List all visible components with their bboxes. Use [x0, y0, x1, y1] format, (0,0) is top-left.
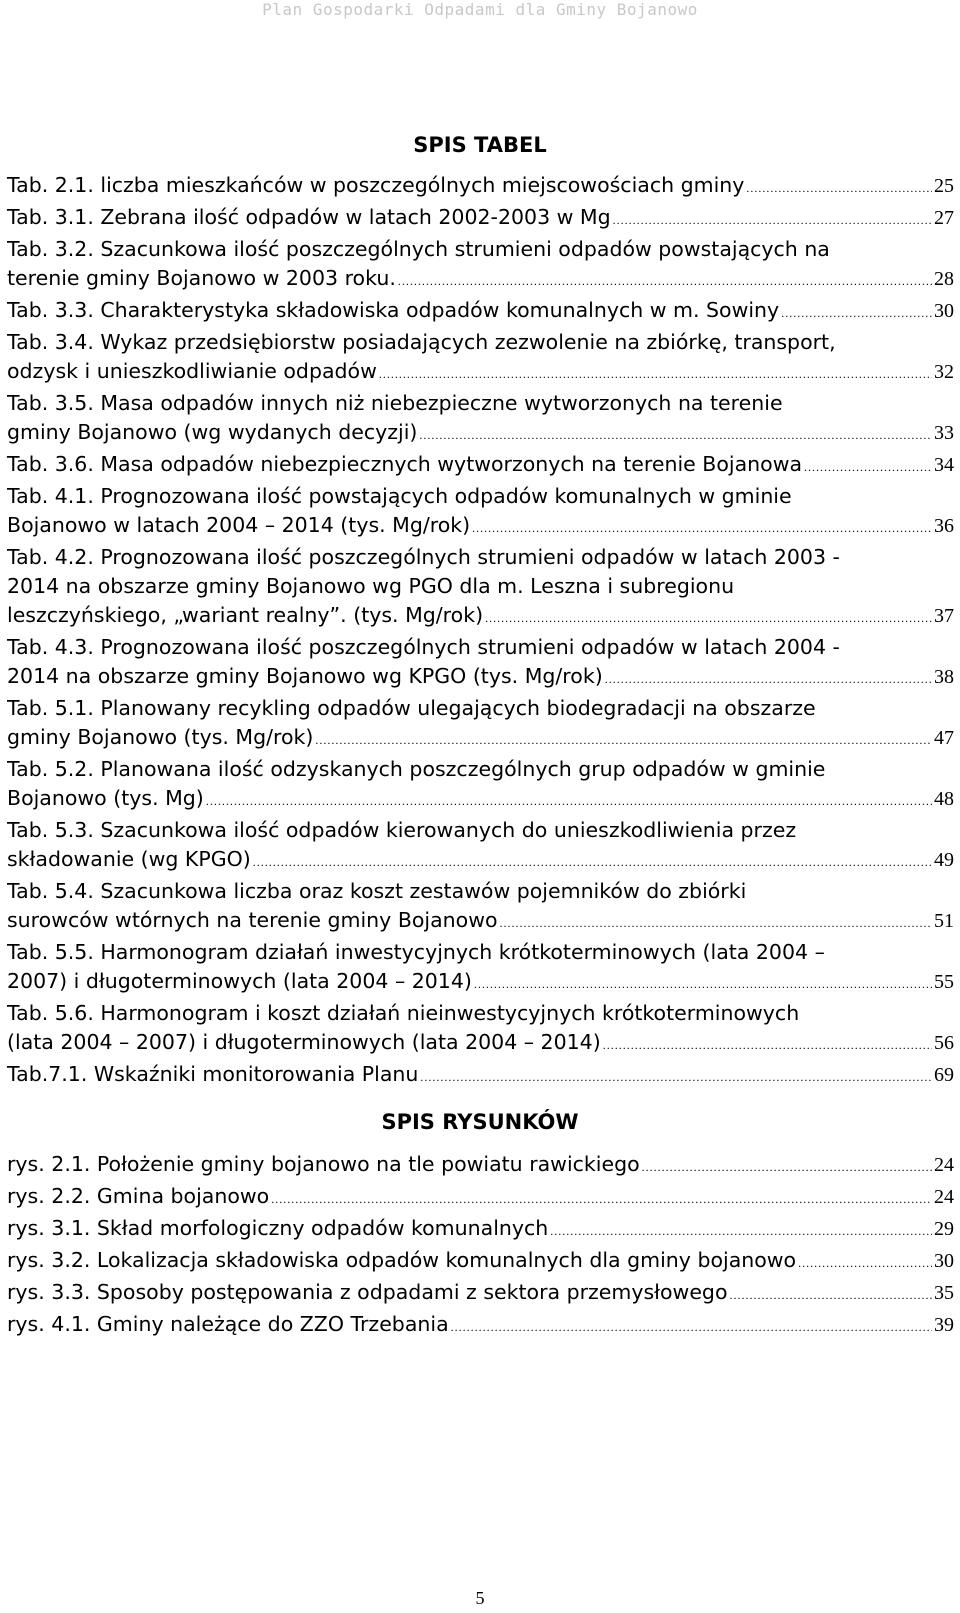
dot-leader: [271, 1185, 932, 1214]
entry-page-number[interactable]: 39: [934, 1314, 954, 1336]
tables-list: [7, 171, 954, 1092]
entry-text-line: gminy Bojanowo (tys. Mg/rok): [7, 725, 314, 749]
entry-text-line: Tab. 5.6. Harmonogram i koszt działań nieinwestycyjnych krótkoterminowych: [7, 1001, 800, 1025]
toc-figure-entry[interactable]: [7, 1150, 954, 1182]
dot-leader: [605, 665, 932, 694]
entry-text-line: Tab.7.1. Wskaźniki monitorowania Planu: [7, 1062, 419, 1086]
toc-table-entry[interactable]: [7, 877, 954, 938]
entry-page-number[interactable]: 48: [934, 788, 954, 810]
dot-leader: [420, 1063, 932, 1092]
entry-text-line: Tab. 5.1. Planowany recykling odpadów ulegających biodegradacji na obszarze: [7, 696, 816, 720]
entry-text-line: Tab. 4.2. Prognozowana ilość poszczególnych strumieni odpadów w latach 2003 -: [7, 545, 840, 569]
entry-page-number[interactable]: 37: [934, 605, 954, 627]
entry-text-line: gminy Bojanowo (wg wydanych decyzji): [7, 420, 418, 444]
entry-page-number[interactable]: 24: [934, 1154, 954, 1176]
entry-text-line: Tab. 3.2. Szacunkowa ilość poszczególnych strumieni odpadów powstających na: [7, 237, 830, 261]
entry-page-number[interactable]: 49: [934, 849, 954, 871]
toc-table-entry[interactable]: [7, 543, 954, 633]
toc-table-entry[interactable]: [7, 816, 954, 877]
toc-table-entry[interactable]: [7, 633, 954, 694]
figures-list: [7, 1150, 954, 1342]
dot-leader: [472, 514, 932, 543]
entry-page-number[interactable]: 55: [934, 971, 954, 993]
dot-leader: [474, 970, 932, 999]
dot-leader: [729, 1281, 932, 1310]
dot-leader: [398, 267, 932, 296]
page-header: Plan Gospodarki Odpadami dla Gminy Bojanowo: [262, 0, 698, 19]
tables-section-title: SPIS TABEL: [413, 133, 547, 157]
entry-text-line: Tab. 3.4. Wykaz przedsiębiorstw posiadających zezwolenie na zbiórkę, transport,: [7, 330, 836, 354]
dot-leader: [451, 1313, 932, 1342]
dot-leader: [603, 1031, 932, 1060]
entry-text-line: Tab. 3.3. Charakterystyka składowiska odpadów komunalnych w m. Sowiny: [7, 298, 780, 322]
entry-page-number[interactable]: 69: [934, 1064, 954, 1086]
entry-text-line: Tab. 5.4. Szacunkowa liczba oraz koszt zestawów pojemników do zbiórki: [7, 879, 747, 903]
toc-table-entry[interactable]: [7, 999, 954, 1060]
dot-leader: [550, 1217, 932, 1246]
dot-leader: [379, 360, 932, 389]
page-number: 5: [475, 1588, 485, 1608]
entry-text-line: Tab. 4.1. Prognozowana ilość powstających odpadów komunalnych w gminie: [7, 484, 792, 508]
toc-figure-entry[interactable]: [7, 1214, 954, 1246]
dot-leader: [485, 604, 932, 633]
entry-text-line: Tab. 3.1. Zebrana ilość odpadów w latach 2002-2003 w Mg: [7, 205, 611, 229]
entry-page-number[interactable]: 35: [934, 1282, 954, 1304]
entry-page-number[interactable]: 38: [934, 666, 954, 688]
dot-leader: [781, 299, 932, 328]
entry-text-line: odzysk i unieszkodliwianie odpadów: [7, 359, 377, 383]
entry-text-line: Tab. 5.3. Szacunkowa ilość odpadów kierowanych do unieszkodliwienia przez: [7, 818, 797, 842]
dot-leader: [804, 453, 932, 482]
entry-text-line: Tab. 2.1. liczba mieszkańców w poszczególnych miejscowościach gminy: [7, 173, 745, 197]
entry-text-line: 2014 na obszarze gminy Bojanowo wg KPGO (tys. Mg/rok): [7, 664, 603, 688]
entry-text-line: rys. 3.1. Skład morfologiczny odpadów komunalnych: [7, 1216, 549, 1240]
dot-leader: [798, 1249, 932, 1278]
entry-page-number[interactable]: 33: [934, 422, 954, 444]
entry-text-line: (lata 2004 – 2007) i długoterminowych (lata 2004 – 2014): [7, 1030, 601, 1054]
entry-text-line: 2014 na obszarze gminy Bojanowo wg PGO dla m. Leszna i subregionu: [7, 574, 735, 598]
entry-text-line: rys. 3.3. Sposoby postępowania z odpadami z sektora przemysłowego: [7, 1280, 728, 1304]
entry-page-number[interactable]: 36: [934, 515, 954, 537]
entry-page-number[interactable]: 24: [934, 1186, 954, 1208]
entry-text-line: 2007) i długoterminowych (lata 2004 – 2014): [7, 969, 472, 993]
dot-leader: [253, 848, 932, 877]
dot-leader: [613, 206, 932, 235]
entry-page-number[interactable]: 30: [934, 300, 954, 322]
toc-table-entry[interactable]: [7, 235, 954, 296]
entry-text-line: Tab. 5.5. Harmonogram działań inwestycyjnych krótkoterminowych (lata 2004 –: [7, 940, 825, 964]
entry-page-number[interactable]: 27: [934, 207, 954, 229]
toc-figure-entry[interactable]: [7, 1182, 954, 1214]
toc-table-entry[interactable]: [7, 482, 954, 543]
toc-table-entry[interactable]: [7, 755, 954, 816]
entry-text-line: rys. 2.2. Gmina bojanowo: [7, 1184, 270, 1208]
toc-table-entry[interactable]: [7, 171, 954, 203]
entry-page-number[interactable]: 29: [934, 1218, 954, 1240]
dot-leader: [500, 909, 932, 938]
entry-page-number[interactable]: 51: [934, 910, 954, 932]
entry-text-line: Tab. 3.6. Masa odpadów niebezpiecznych wytworzonych na terenie Bojanowa: [7, 452, 803, 476]
toc-figure-entry[interactable]: [7, 1310, 954, 1342]
entry-text-line: składowanie (wg KPGO): [7, 847, 251, 871]
entry-text-line: rys. 2.1. Położenie gminy bojanowo na tle powiatu rawickiego: [7, 1152, 640, 1176]
toc-table-entry[interactable]: [7, 389, 954, 450]
entry-text-line: Tab. 3.5. Masa odpadów innych niż niebezpieczne wytworzonych na terenie: [7, 391, 783, 415]
entry-text-line: Tab. 5.2. Planowana ilość odzyskanych poszczególnych grup odpadów w gminie: [7, 757, 826, 781]
dot-leader: [419, 421, 932, 450]
dot-leader: [315, 726, 932, 755]
entry-page-number[interactable]: 30: [934, 1250, 954, 1272]
entry-page-number[interactable]: 28: [934, 268, 954, 290]
entry-text-line: Bojanowo w latach 2004 – 2014 (tys. Mg/rok): [7, 513, 471, 537]
dot-leader: [642, 1153, 932, 1182]
entry-page-number[interactable]: 25: [934, 175, 954, 197]
toc-table-entry[interactable]: [7, 694, 954, 755]
entry-text-line: Bojanowo (tys. Mg): [7, 786, 204, 810]
toc-table-entry[interactable]: [7, 203, 954, 235]
toc-table-entry[interactable]: [7, 296, 954, 328]
entry-page-number[interactable]: 34: [934, 454, 954, 476]
entry-text-line: Tab. 4.3. Prognozowana ilość poszczególnych strumieni odpadów w latach 2004 -: [7, 635, 840, 659]
entry-page-number[interactable]: 56: [934, 1032, 954, 1054]
entry-text-line: rys. 3.2. Lokalizacja składowiska odpadów komunalnych dla gminy bojanowo: [7, 1248, 797, 1272]
toc-figure-entry[interactable]: [7, 1246, 954, 1278]
entry-text-line: leszczyńskiego, „wariant realny”. (tys. Mg/rok): [7, 603, 484, 627]
entry-page-number[interactable]: 32: [934, 361, 954, 383]
toc-table-entry[interactable]: [7, 450, 954, 482]
entry-text-line: terenie gminy Bojanowo w 2003 roku.: [7, 266, 396, 290]
toc-figure-entry[interactable]: [7, 1278, 954, 1310]
entry-page-number[interactable]: 47: [934, 727, 954, 749]
toc-table-entry[interactable]: [7, 938, 954, 999]
toc-table-entry[interactable]: [7, 1060, 954, 1092]
entry-text-line: rys. 4.1. Gminy należące do ZZO Trzebania: [7, 1312, 449, 1336]
figures-section-title: SPIS RYSUNKÓW: [381, 1110, 579, 1134]
dot-leader: [746, 174, 932, 203]
dot-leader: [206, 787, 932, 816]
entry-text-line: surowców wtórnych na terenie gminy Bojanowo: [7, 908, 498, 932]
toc-table-entry[interactable]: [7, 328, 954, 389]
